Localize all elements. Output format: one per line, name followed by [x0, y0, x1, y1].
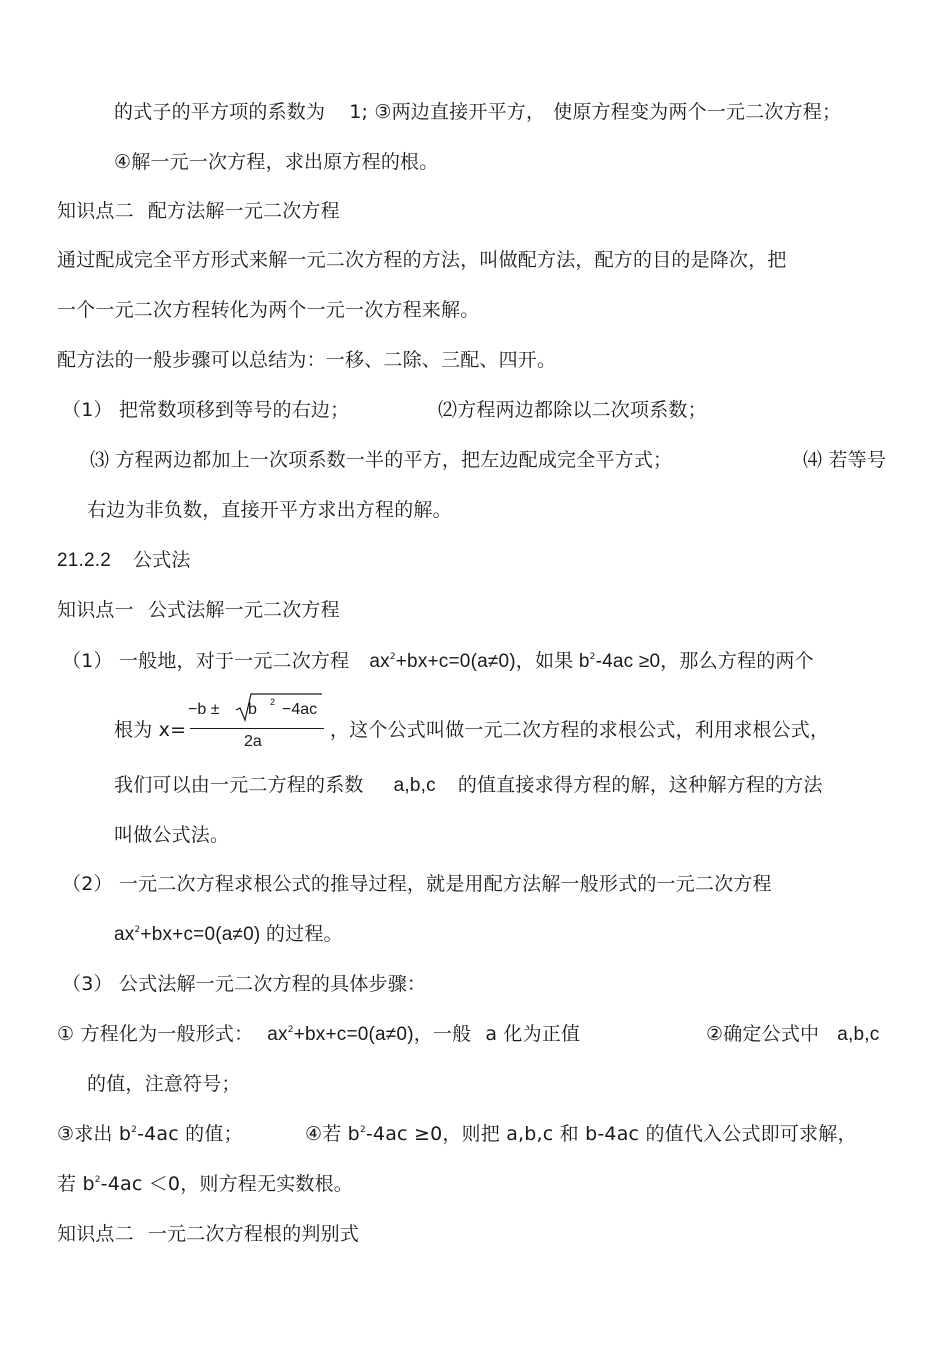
text-span: 叫做公式法。	[114, 824, 230, 846]
text-span: 的值，注意符号；	[87, 1073, 241, 1095]
text-span: a 化为正值	[485, 1023, 581, 1045]
text-span: （2） 一元二次方程求根公式的推导过程，就是用配方法解一般形式的一元二次方程	[62, 873, 772, 895]
text-span: 一元二次方程根的判别式	[147, 1223, 360, 1245]
text-span: ax	[114, 924, 135, 945]
text-span: ，这个公式叫做一元二次方程的求根公式，利用求根公式，	[330, 719, 830, 741]
text-span: （1） 一般地，对于一元二次方程	[62, 650, 350, 672]
list-item	[305, 1122, 857, 1146]
square-root-icon	[236, 692, 322, 722]
text-span: ax	[267, 1024, 288, 1045]
section-heading	[57, 598, 340, 622]
quadratic-formula-fraction	[188, 692, 328, 762]
text-span: ⑵方程两边都除以二次项系数；	[438, 399, 707, 421]
text-span: 公式法解一元二次方程	[147, 599, 340, 621]
text-span: a,b,c	[393, 775, 436, 796]
fraction-denominator: 2a	[244, 733, 262, 750]
text-span: ⑶ 方程两边都加上一次项系数一半的平方，把左边配成完全平方式；	[90, 449, 673, 471]
text-span: （1） 把常数项移到等号的右边；	[62, 399, 350, 421]
text-span: 若 b	[57, 1173, 95, 1195]
text-span: ax	[369, 651, 390, 672]
text-span: +bx+c=0(a≠0)，如果 b	[395, 651, 590, 672]
list-item	[57, 1122, 243, 1146]
text-span: ① 方程化为一般形式：	[57, 1023, 254, 1045]
text-span: -4ac ≥0，那么方程的两个	[595, 651, 814, 672]
text-span: 一个一元二次方程转化为两个一元一次方程来解。	[57, 299, 480, 321]
text-line	[114, 922, 343, 947]
text-span: ⑷ 若等号	[803, 449, 887, 471]
text-span: ③求出 b	[57, 1123, 132, 1145]
text-span: 知识点二	[57, 200, 134, 222]
text-span: 我们可以由一元二方程的系数	[114, 774, 364, 796]
text-line	[87, 1072, 241, 1096]
superscript: 2	[270, 697, 276, 707]
fraction-bar	[190, 728, 324, 729]
text-span: −4ac	[282, 701, 318, 718]
list-item	[57, 1022, 580, 1047]
text-span: 配方法解一元二次方程	[147, 200, 340, 222]
text-span: b	[248, 701, 257, 718]
list-item	[803, 448, 886, 472]
text-span: -4ac ≥0，则把 a,b,c 和 b-4ac 的值代入公式即可求解，	[365, 1123, 857, 1145]
text-line	[114, 773, 823, 798]
text-span: 的值直接求得方程的解，这种解方程的方法	[457, 774, 823, 796]
text-line	[114, 150, 438, 174]
text-line	[330, 718, 829, 742]
text-span: +bx+c=0(a≠0)，一般	[293, 1024, 472, 1045]
text-span: ②确定公式中	[706, 1023, 820, 1045]
text-span: 配方法的一般步骤可以总结为：一移、二除、三配、四开。	[57, 349, 557, 371]
text-span: 知识点一	[57, 599, 134, 621]
text-line	[57, 1172, 353, 1196]
text-line	[57, 298, 479, 322]
text-span: （3） 公式法解一元二次方程的具体步骤：	[62, 973, 427, 995]
superscript: 2	[94, 1175, 101, 1185]
section-heading	[57, 1222, 359, 1246]
list-item	[62, 398, 349, 422]
text-span: 根为 x=	[114, 719, 187, 741]
superscript: 2	[359, 1125, 366, 1135]
text-span: 的式子的平方项的系数为	[114, 101, 326, 123]
text-line	[62, 649, 814, 674]
text-span: -4ac ＜0，则方程无实数根。	[100, 1173, 354, 1195]
text-line	[62, 972, 426, 996]
text-span: −b ±	[188, 701, 220, 718]
text-span: 1; ③两边直接开平方，	[349, 101, 546, 123]
list-item	[706, 1022, 879, 1047]
text-span: a,b,c	[837, 1024, 880, 1045]
text-span: ④若 b	[305, 1123, 360, 1145]
text-span: +bx+c=0(a≠0) 的过程。	[140, 924, 343, 945]
text-line	[114, 823, 229, 847]
text-line	[114, 100, 841, 124]
superscript: 2	[389, 652, 396, 662]
text-span: -4ac 的值；	[137, 1123, 243, 1145]
text-span: 使原方程变为两个一元二次方程；	[553, 101, 842, 123]
text-span: ④解一元一次方程，求出原方程的根。	[114, 151, 439, 173]
section-number	[57, 548, 191, 573]
text-span: 21.2.2	[57, 550, 112, 571]
superscript: 2	[131, 1125, 138, 1135]
list-item	[438, 398, 707, 422]
superscript: 2	[134, 925, 141, 935]
superscript: 2	[589, 652, 596, 662]
text-line	[57, 248, 787, 272]
text-span: 知识点二	[57, 1223, 134, 1245]
text-line	[57, 348, 556, 372]
superscript: 2	[287, 1025, 294, 1035]
list-item	[90, 448, 672, 472]
text-span: 公式法	[133, 549, 191, 571]
text-line	[114, 718, 186, 742]
text-span: 通过配成完全平方形式来解一元二次方程的方法，叫做配方法，配方的目的是降次，把	[57, 249, 787, 271]
section-heading	[57, 199, 340, 223]
text-line	[87, 498, 452, 522]
text-line	[62, 872, 772, 896]
text-span: 右边为非负数，直接开平方求出方程的解。	[87, 499, 452, 521]
